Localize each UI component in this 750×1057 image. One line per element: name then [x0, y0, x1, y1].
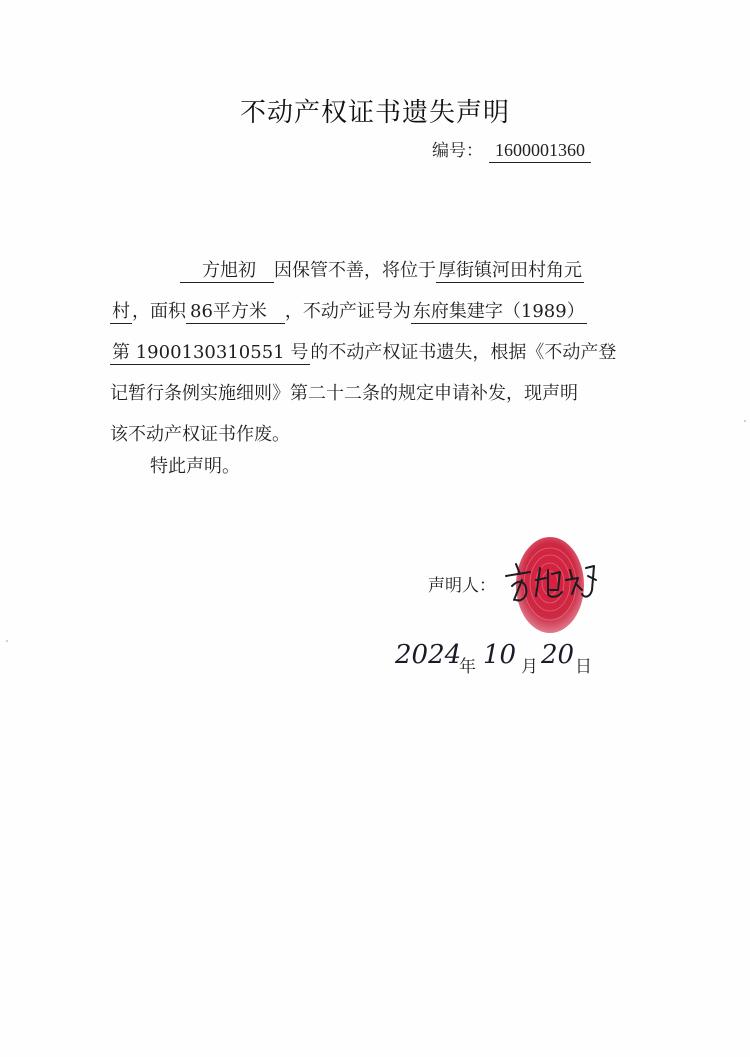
location-part-1: 厚街镇河田村角元: [438, 260, 582, 281]
closing-statement: 特此声明。: [150, 456, 240, 477]
declarant-label: 声明人：: [428, 576, 496, 596]
cert-number-part-1: 东府集建字（1989）: [412, 301, 585, 322]
owner-name: 方旭初: [180, 260, 274, 283]
body-line-4: 记暂行条例实施细则》第二十二条的规定申请补发，现声明: [110, 383, 578, 404]
body-line-1: [110, 250, 645, 291]
date-day: 20: [541, 640, 575, 670]
scan-speck: [744, 420, 746, 422]
document-number-row: [432, 136, 591, 163]
body-text-3: ，不动产证号为: [284, 301, 411, 322]
body-line-2: [110, 291, 645, 332]
cert-number-part-2: 第 1900130310551 号: [112, 342, 309, 363]
date-month-char: 月: [521, 657, 538, 677]
declaration-body: [110, 250, 645, 455]
date-year: 2024: [395, 640, 462, 670]
body-line-3: [110, 332, 645, 373]
area-value: 86平方米: [186, 301, 285, 324]
body-text-1: 因保管不善，将位于: [274, 260, 436, 281]
date-month: 10: [483, 640, 517, 670]
document-title: 不动产权证书遗失声明: [239, 98, 510, 128]
scan-speck: [6, 640, 8, 642]
location-part-2: 村: [112, 301, 130, 322]
date-year-char: 年: [459, 657, 476, 677]
date-day-char: 日: [575, 657, 592, 677]
handwritten-signature: [500, 550, 610, 610]
body-text-2: ，面积: [132, 301, 186, 322]
number-value: 1600001360: [489, 140, 591, 163]
body-text-4: 的不动产权证书遗失，根据《不动产登: [310, 342, 617, 363]
number-label: 编号：: [432, 141, 483, 161]
body-line-5: 该不动产权证书作废。: [110, 424, 290, 445]
signing-date: [395, 640, 615, 680]
